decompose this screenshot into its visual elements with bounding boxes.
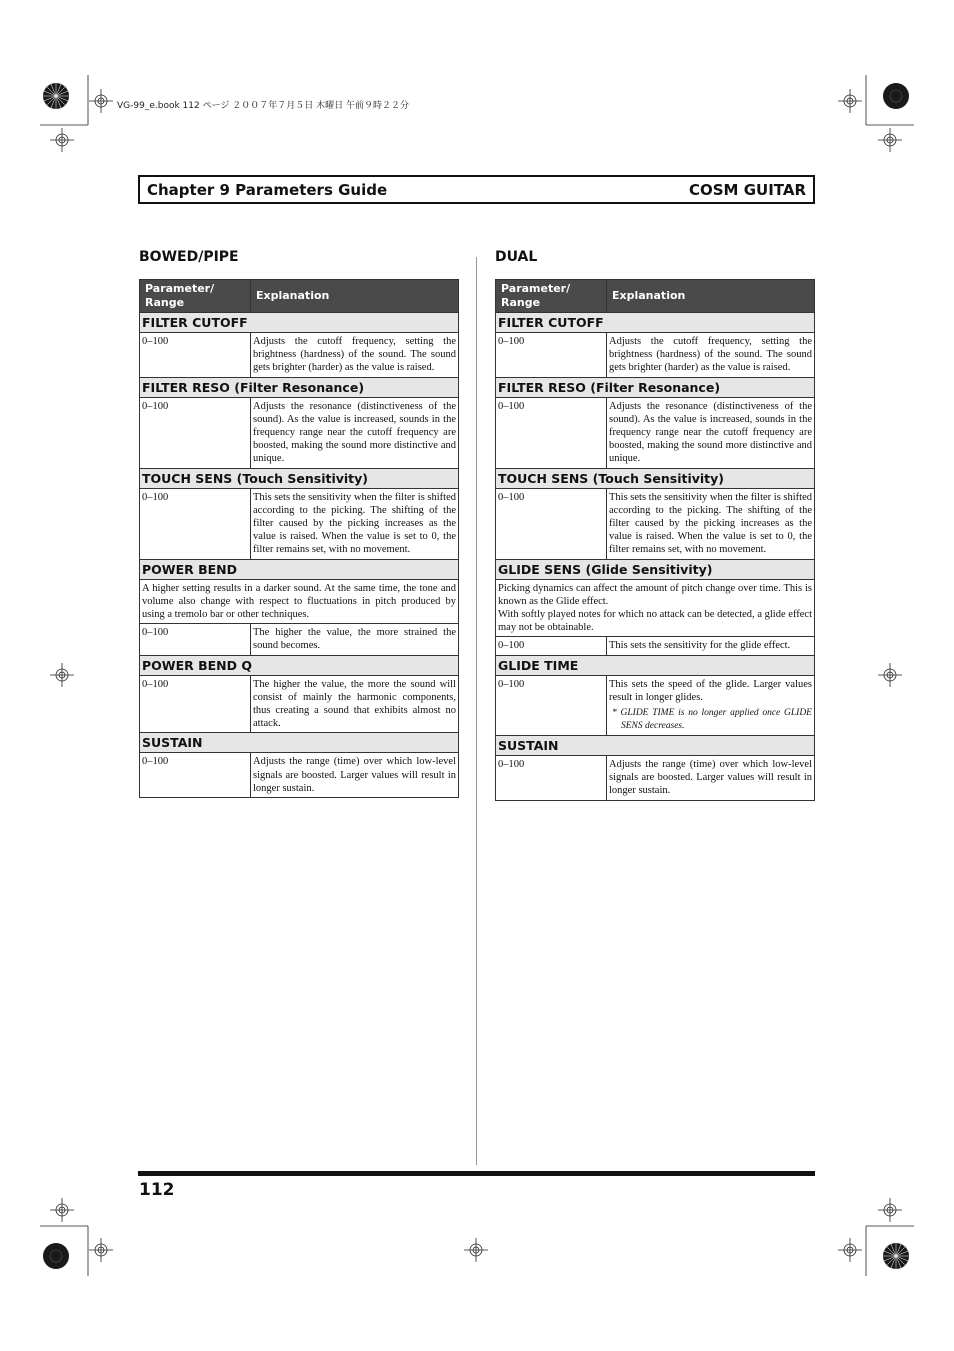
explanation-text: This sets the speed of the glide. Larger values result in longer glides. [609, 678, 812, 703]
parameter-heading-row [496, 377, 815, 397]
bowed-table-container [139, 279, 459, 798]
parameter-description-row [140, 579, 459, 624]
section-name: COSM GUITAR [688, 180, 806, 199]
parameter-heading-row [140, 733, 459, 753]
explanation-text: This sets the sensitivity when the filter is shifted according to the picking. The shifting of the filter caused by the picking increases as the value is raised. When the value is set to 0, the filter remains set, with no movement. [609, 491, 812, 556]
explanation-text: Adjusts the cutoff frequency, setting the brightness (hardness) of the sound. The sound gets brighter (harder) as the value is raised. [609, 336, 812, 374]
parameter-heading-row [496, 559, 815, 579]
footer-rule [138, 1171, 815, 1176]
explanation-text: Adjusts the cutoff frequency, setting the brightness (hardness) of the sound. The sound gets brighter (harder) as the value is raised. [253, 336, 456, 374]
range-value: 0–100 [496, 333, 607, 378]
parameter-name: TOUCH SENS (Touch Sensitivity) [496, 468, 815, 488]
table-row [496, 397, 815, 468]
explanation-text: This sets the sensitivity when the filter is shifted according to the picking. The shifting of the filter caused by the picking increases as the value is raised. When the value is set to 0, the filter remains set, with no movement. [253, 491, 456, 556]
explanation-cell [607, 333, 815, 378]
table-row [140, 488, 459, 559]
table-row [496, 756, 815, 801]
range-value: 0–100 [140, 333, 251, 378]
dual-table-container [495, 279, 815, 801]
chapter-title: Chapter 9 Parameters Guide [147, 180, 388, 199]
print-mark-text: VG-99_e.book 112 ページ ２００７年７月５日 木曜日 午前９時２２分 [117, 101, 409, 111]
range-value: 0–100 [140, 397, 251, 468]
table-row [140, 397, 459, 468]
parameter-heading-row [496, 736, 815, 756]
parameter-heading-row [140, 313, 459, 333]
chapter-header [138, 175, 815, 204]
explanation-cell [607, 637, 815, 655]
column-header-param: Parameter/ Range [140, 280, 251, 313]
range-value: 0–100 [140, 753, 251, 798]
range-value: 0–100 [496, 756, 607, 801]
parameter-name: TOUCH SENS (Touch Sensitivity) [140, 468, 459, 488]
table-row [496, 675, 815, 735]
parameter-heading-row [140, 468, 459, 488]
dual-parameter-table [495, 279, 815, 801]
table-row [496, 637, 815, 655]
parameter-description: A higher setting results in a darker sound. At the same time, the tone and volume also change with respect to fluctuations in pitch produced by using a tremolo bar or other techniques. [140, 579, 459, 624]
parameter-heading-row [140, 655, 459, 675]
explanation-text: Adjusts the resonance (distinctiveness of the sound). As the value is increased, sounds in the frequency range near the cutoff frequency are boosted, making the sound more distinctive and unique. [609, 400, 812, 465]
explanation-text: The higher the value, the more the sound will consist of mainly the harmonic components, thus creating a sound that exhibits almost no attack. [253, 678, 456, 730]
table-row [140, 675, 459, 733]
section-title-dual: DUAL [495, 249, 538, 265]
parameter-heading-row [140, 559, 459, 579]
parameter-name: GLIDE TIME [496, 655, 815, 675]
parameter-heading-row [496, 655, 815, 675]
parameter-description-row [496, 579, 815, 637]
table-row [496, 488, 815, 559]
parameter-name: FILTER CUTOFF [496, 313, 815, 333]
column-header-explanation: Explanation [251, 280, 459, 313]
section-title-bowed: BOWED/PIPE [139, 249, 239, 265]
table-row [140, 624, 459, 655]
range-value: 0–100 [496, 675, 607, 735]
parameter-name: SUSTAIN [140, 733, 459, 753]
parameter-heading-row [140, 377, 459, 397]
parameter-name: FILTER RESO (Filter Resonance) [496, 377, 815, 397]
range-value: 0–100 [496, 637, 607, 655]
parameter-name: POWER BEND [140, 559, 459, 579]
explanation-cell [607, 756, 815, 801]
explanation-text: Adjusts the range (time) over which low-level signals are boosted. Larger values will result in longer sustain. [609, 759, 812, 797]
table-row [140, 753, 459, 798]
range-value: 0–100 [140, 624, 251, 655]
explanation-text: Adjusts the resonance (distinctiveness of the sound). As the value is increased, sounds in the frequency range near the cutoff frequency are boosted, making the sound more distinctive and unique. [253, 400, 456, 465]
explanation-note: * GLIDE TIME is no longer applied once GLIDE SENS decreases. [612, 708, 812, 732]
column-divider [476, 257, 477, 1165]
page-number: 112 [139, 1180, 175, 1200]
explanation-text: Adjusts the range (time) over which low-level signals are boosted. Larger values will result in longer sustain. [253, 756, 456, 794]
parameter-name: GLIDE SENS (Glide Sensitivity) [496, 559, 815, 579]
parameter-description: Picking dynamics can affect the amount of pitch change over time. This is known as the Glide effect. With softly played notes for which no attack can be detected, a glide effect may not be obtainable. [496, 579, 815, 637]
table-row [496, 333, 815, 378]
explanation-cell [251, 488, 459, 559]
range-value: 0–100 [496, 488, 607, 559]
parameter-heading-row [496, 468, 815, 488]
range-value: 0–100 [496, 397, 607, 468]
explanation-text: The higher the value, the more strained the sound becomes. [253, 627, 456, 652]
bowed-parameter-table [139, 279, 459, 798]
parameter-name: SUSTAIN [496, 736, 815, 756]
explanation-cell [251, 397, 459, 468]
explanation-cell [607, 488, 815, 559]
explanation-cell [607, 675, 815, 735]
explanation-cell [607, 397, 815, 468]
column-header-param: Parameter/ Range [496, 280, 607, 313]
column-header-explanation: Explanation [607, 280, 815, 313]
parameter-name: FILTER CUTOFF [140, 313, 459, 333]
parameter-name: POWER BEND Q [140, 655, 459, 675]
explanation-cell [251, 333, 459, 378]
explanation-cell [251, 753, 459, 798]
range-value: 0–100 [140, 675, 251, 733]
explanation-text: This sets the sensitivity for the glide effect. [609, 640, 791, 652]
range-value: 0–100 [140, 488, 251, 559]
parameter-name: FILTER RESO (Filter Resonance) [140, 377, 459, 397]
explanation-cell [251, 675, 459, 733]
parameter-heading-row [496, 313, 815, 333]
explanation-cell [251, 624, 459, 655]
table-row [140, 333, 459, 378]
